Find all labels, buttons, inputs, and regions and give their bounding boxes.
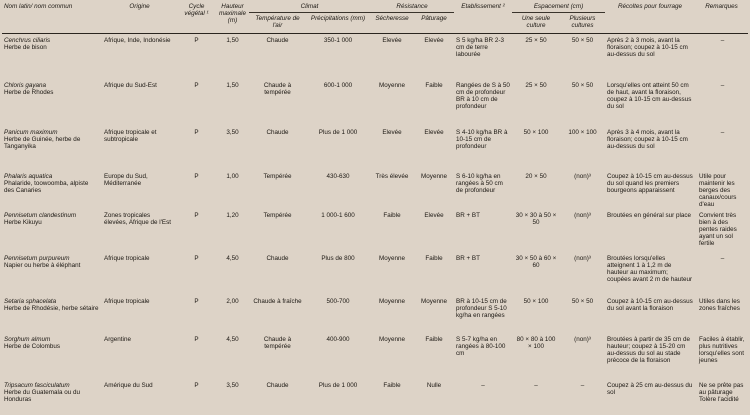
drought-cell: Moyenne — [379, 254, 405, 262]
temperature-cell: Chaude — [266, 128, 289, 136]
latin-name: Tripsacum fasciculatum — [4, 381, 70, 389]
grazing-cell: Faible — [425, 81, 443, 89]
group-header-spacing: Espacement (cm) — [512, 2, 605, 13]
harvest-cell: Après 2 à 3 mois, avant la floraison; coupez à 10-15 cm au-dessus du sol — [607, 37, 688, 59]
common-name: Herbe Kikuyu — [4, 218, 42, 226]
species-name-cell — [2, 379, 102, 411]
species-name-cell — [2, 295, 102, 333]
species-name-cell — [2, 79, 102, 126]
origin-cell: Afrique du Sud-Est — [104, 81, 157, 89]
table-row — [2, 252, 748, 295]
grazing-cell: Elevée — [424, 211, 444, 219]
spacing-single-cell: 30 × 50 à 60 × 60 — [515, 254, 557, 269]
harvest-cell: Lorsqu'elles ont atteint 50 cm de haut, avant la floraison, coupez à 10-15 cm au-dessus du sol — [607, 81, 692, 111]
grazing-cell: Faible — [425, 254, 443, 262]
grazing-cell: Elevée — [424, 128, 444, 136]
drought-cell: Moyenne — [379, 297, 405, 305]
col-header-air-temperature: Température de l'air — [249, 13, 306, 34]
temperature-cell: Chaude — [266, 37, 289, 44]
latin-name: Pennisetum clandestinum — [4, 211, 77, 219]
table-row — [2, 333, 748, 379]
spacing-multi-cell: (non)³ — [574, 211, 591, 219]
precipitation-cell: 400-900 — [326, 335, 350, 343]
grazing-cell: Faible — [425, 335, 443, 343]
group-header-climate: Climat — [249, 2, 370, 13]
grazing-cell: Moyenne — [421, 297, 447, 305]
common-name: Herbe de Guinée, herbe de Tanganyika — [4, 135, 81, 150]
latin-name: Phalaris aquatica — [4, 172, 53, 180]
harvest-cell: Coupez à 10-15 cm au-dessus du sol avant la floraison — [607, 297, 693, 312]
drought-cell: Faible — [383, 211, 401, 219]
establishment-cell: BR + BT — [456, 254, 480, 262]
precipitation-cell: Plus de 1 000 — [318, 128, 358, 136]
origin-cell: Argentine — [104, 335, 131, 343]
table-row — [2, 170, 748, 209]
cycle-cell: P — [194, 335, 199, 343]
origin-cell: Afrique tropicale — [104, 254, 150, 262]
cycle-cell: P — [194, 254, 199, 262]
latin-name: Sorghum almum — [4, 335, 51, 343]
remarks-cell: Convient très bien à des pentes raides ayant un sol fertile — [699, 211, 737, 248]
establishment-cell: S 4-10 kg/ha BR à 10-15 cm de profondeur — [456, 128, 508, 150]
spacing-single-cell: 25 × 50 — [525, 81, 547, 89]
establishment-cell: Rangées de S à 50 cm de profondeur BR à 10 cm de profondeur — [456, 81, 510, 111]
remarks-cell: – — [720, 128, 725, 136]
common-name: Herbe de Rhodes — [4, 88, 54, 96]
harvest-cell: Coupez à 25 cm au-dessus du sol — [607, 381, 693, 396]
col-header-origin: Origine — [102, 2, 177, 34]
species-name-cell — [2, 333, 102, 379]
forage-grass-table — [2, 2, 748, 411]
spacing-multi-cell: – — [580, 381, 585, 389]
remarks-cell: Utiles dans les zones fraîches — [699, 297, 740, 312]
origin-cell: Amérique du Sud — [104, 381, 153, 389]
spacing-multi-cell: 50 × 50 — [571, 297, 594, 305]
precipitation-cell: Plus de 1 000 — [318, 381, 358, 389]
temperature-cell: Tempérée — [263, 172, 292, 180]
col-header-single-crop: Une seule culture — [512, 13, 560, 34]
spacing-single-cell: – — [534, 381, 538, 389]
latin-name: Pennisetum purpureum — [4, 254, 70, 262]
precipitation-cell: 1 000-1 600 — [321, 211, 355, 219]
origin-cell: Zones tropicales élevées, Afrique de l'Est — [104, 211, 172, 226]
col-header-multiple-crops: Plusieurs cultures — [560, 13, 605, 34]
table-row — [2, 126, 748, 170]
spacing-single-cell: 80 × 80 à 100 × 100 — [516, 335, 556, 350]
remarks-cell: Ne se prête pas au pâturage Tolère l'acidité — [699, 381, 744, 403]
height-cell: 2,00 — [226, 297, 239, 305]
common-name: Phalaride, toowoomba, alpiste des Canaries — [4, 179, 89, 194]
common-name: Herbe du Guatemala ou du Honduras — [4, 388, 80, 403]
harvest-cell: Coupez à 10-15 cm au-dessus du sol quand les premiers bourgeons apparaissent — [607, 172, 693, 194]
drought-cell: Elevée — [382, 37, 402, 44]
cycle-cell: P — [194, 172, 199, 180]
harvest-cell: Broutées en général sur place — [607, 211, 692, 219]
establishment-cell: BR + BT — [456, 211, 480, 219]
temperature-cell: Chaude — [266, 254, 289, 262]
grazing-cell: Nulle — [426, 381, 442, 389]
origin-cell: Afrique tropicale et subtropicale — [104, 128, 157, 143]
grazing-cell: Moyenne — [421, 172, 447, 180]
group-header-resistance: Résistance — [370, 2, 454, 13]
spacing-multi-cell: (non)³ — [574, 254, 591, 262]
species-name-cell — [2, 34, 102, 79]
spacing-single-cell: 20 × 50 — [525, 172, 547, 180]
cycle-cell: P — [194, 211, 199, 219]
col-header-harvest: Récoltes pour fourrage — [605, 2, 695, 34]
spacing-multi-cell: 50 × 50 — [571, 37, 594, 44]
precipitation-cell: 350-1 000 — [323, 37, 353, 44]
latin-name: Setaria sphacelata — [4, 297, 57, 305]
spacing-single-cell: 50 × 100 — [523, 128, 549, 136]
harvest-cell: Broutées à partir de 35 cm de hauteur; coupez à 15-20 cm au-dessus du sol au stade précoce de la floraison — [607, 335, 690, 365]
col-header-remarks: Remarques — [695, 2, 748, 34]
col-header-precipitation: Précipitations (mm) — [306, 13, 370, 34]
grazing-cell: Elevée — [424, 37, 444, 44]
table-row — [2, 79, 748, 126]
remarks-cell: Utile pour maintenir les berges des canaux/cours d'eau — [699, 172, 737, 209]
establishment-cell: BR à 10-15 cm de profondeur S 5-10 kg/ha en rangées — [456, 297, 507, 319]
cycle-cell: P — [194, 37, 199, 44]
species-name-cell — [2, 209, 102, 252]
origin-cell: Afrique tropicale — [104, 297, 150, 305]
col-header-name: Nom latin/ nom commun — [2, 2, 102, 34]
latin-name: Cenchrus ciliaris — [4, 37, 51, 44]
species-name-cell — [2, 252, 102, 295]
remarks-cell: – — [720, 81, 725, 89]
height-cell: 1,20 — [226, 211, 239, 219]
temperature-cell: Chaude à tempérée — [263, 335, 292, 350]
height-cell: 3,50 — [226, 128, 239, 136]
drought-cell: Elevée — [382, 128, 402, 136]
spacing-single-cell: 50 × 100 — [523, 297, 549, 305]
origin-cell: Afrique, Inde, Indonésie — [104, 37, 171, 44]
latin-name: Panicum maximum — [4, 128, 58, 136]
common-name: Herbe de Colombus — [4, 342, 61, 350]
harvest-cell: Broutées lorsqu'elles atteignent 1 à 1,2 m de hauteur au maximum; coupées avant 2 m de hauteur — [607, 254, 693, 284]
common-name: Napier ou herbe à éléphant — [4, 261, 81, 269]
precipitation-cell: 500-700 — [326, 297, 350, 305]
harvest-cell: Après 3 à 4 mois, avant la floraison; coupez à 10-15 cm au-dessus du sol — [607, 128, 688, 150]
establishment-cell: S 6-10 kg/ha en rangées à 50 cm de profondeur — [456, 172, 503, 194]
table-row — [2, 295, 748, 333]
species-name-cell — [2, 170, 102, 209]
spacing-multi-cell: 50 × 50 — [571, 81, 594, 89]
spacing-single-cell: 25 × 50 — [525, 37, 547, 44]
spacing-single-cell: 30 × 30 à 50 × 50 — [515, 211, 557, 226]
remarks-cell: – — [720, 37, 725, 44]
drought-cell: Moyenne — [379, 81, 405, 89]
common-name: Herbe de bison — [4, 44, 47, 52]
col-header-cycle: Cycle végétal ¹ — [177, 2, 216, 34]
temperature-cell: Chaude à tempérée — [263, 81, 292, 96]
col-header-establishment: Etablissement ² — [454, 2, 512, 34]
table-row — [2, 379, 748, 411]
cycle-cell: P — [194, 297, 199, 305]
species-name-cell — [2, 126, 102, 170]
drought-cell: Faible — [383, 381, 401, 389]
establishment-cell: S 5 kg/ha BR 2-3 cm de terre labourée — [456, 37, 504, 59]
precipitation-cell: Plus de 800 — [321, 254, 355, 262]
remarks-cell: – — [720, 254, 725, 262]
spacing-multi-cell: 100 × 100 — [568, 128, 597, 136]
temperature-cell: Chaude à fraîche — [253, 297, 302, 305]
cycle-cell: P — [194, 128, 199, 136]
drought-cell: Moyenne — [379, 335, 405, 343]
table-row — [2, 34, 748, 79]
table-row — [2, 209, 748, 252]
drought-cell: Très élevée — [375, 172, 409, 180]
latin-name: Chloris gayana — [4, 81, 47, 89]
height-cell: 1,50 — [226, 81, 239, 89]
height-cell: 4,50 — [226, 335, 239, 343]
cycle-cell: P — [194, 381, 199, 389]
height-cell: 1,00 — [226, 172, 239, 180]
cycle-cell: P — [194, 81, 199, 89]
temperature-cell: Chaude — [266, 381, 289, 389]
common-name: Herbe de Rhodésie, herbe sétaire — [4, 304, 99, 312]
height-cell: 1,50 — [226, 37, 239, 44]
spacing-multi-cell: (non)³ — [574, 172, 591, 180]
col-header-grazing: Pâturage — [414, 13, 454, 34]
precipitation-cell: 430-630 — [326, 172, 350, 180]
height-cell: 3,50 — [226, 381, 239, 389]
temperature-cell: Tempérée — [263, 211, 292, 219]
origin-cell: Europe du Sud, Méditerranée — [104, 172, 148, 187]
establishment-cell: – — [481, 381, 485, 389]
spacing-multi-cell: (non)³ — [574, 335, 591, 343]
precipitation-cell: 600-1 000 — [323, 81, 353, 89]
remarks-cell: Faciles à établir, plus nutritives lorsqu'elles sont jeunes — [699, 335, 745, 365]
height-cell: 4,50 — [226, 254, 239, 262]
col-header-drought: Sécheresse — [370, 13, 414, 34]
col-header-height: Hauteur maximale (m) — [216, 2, 249, 34]
establishment-cell: S 5-7 kg/ha en rangées à 80-100 cm — [456, 335, 506, 357]
